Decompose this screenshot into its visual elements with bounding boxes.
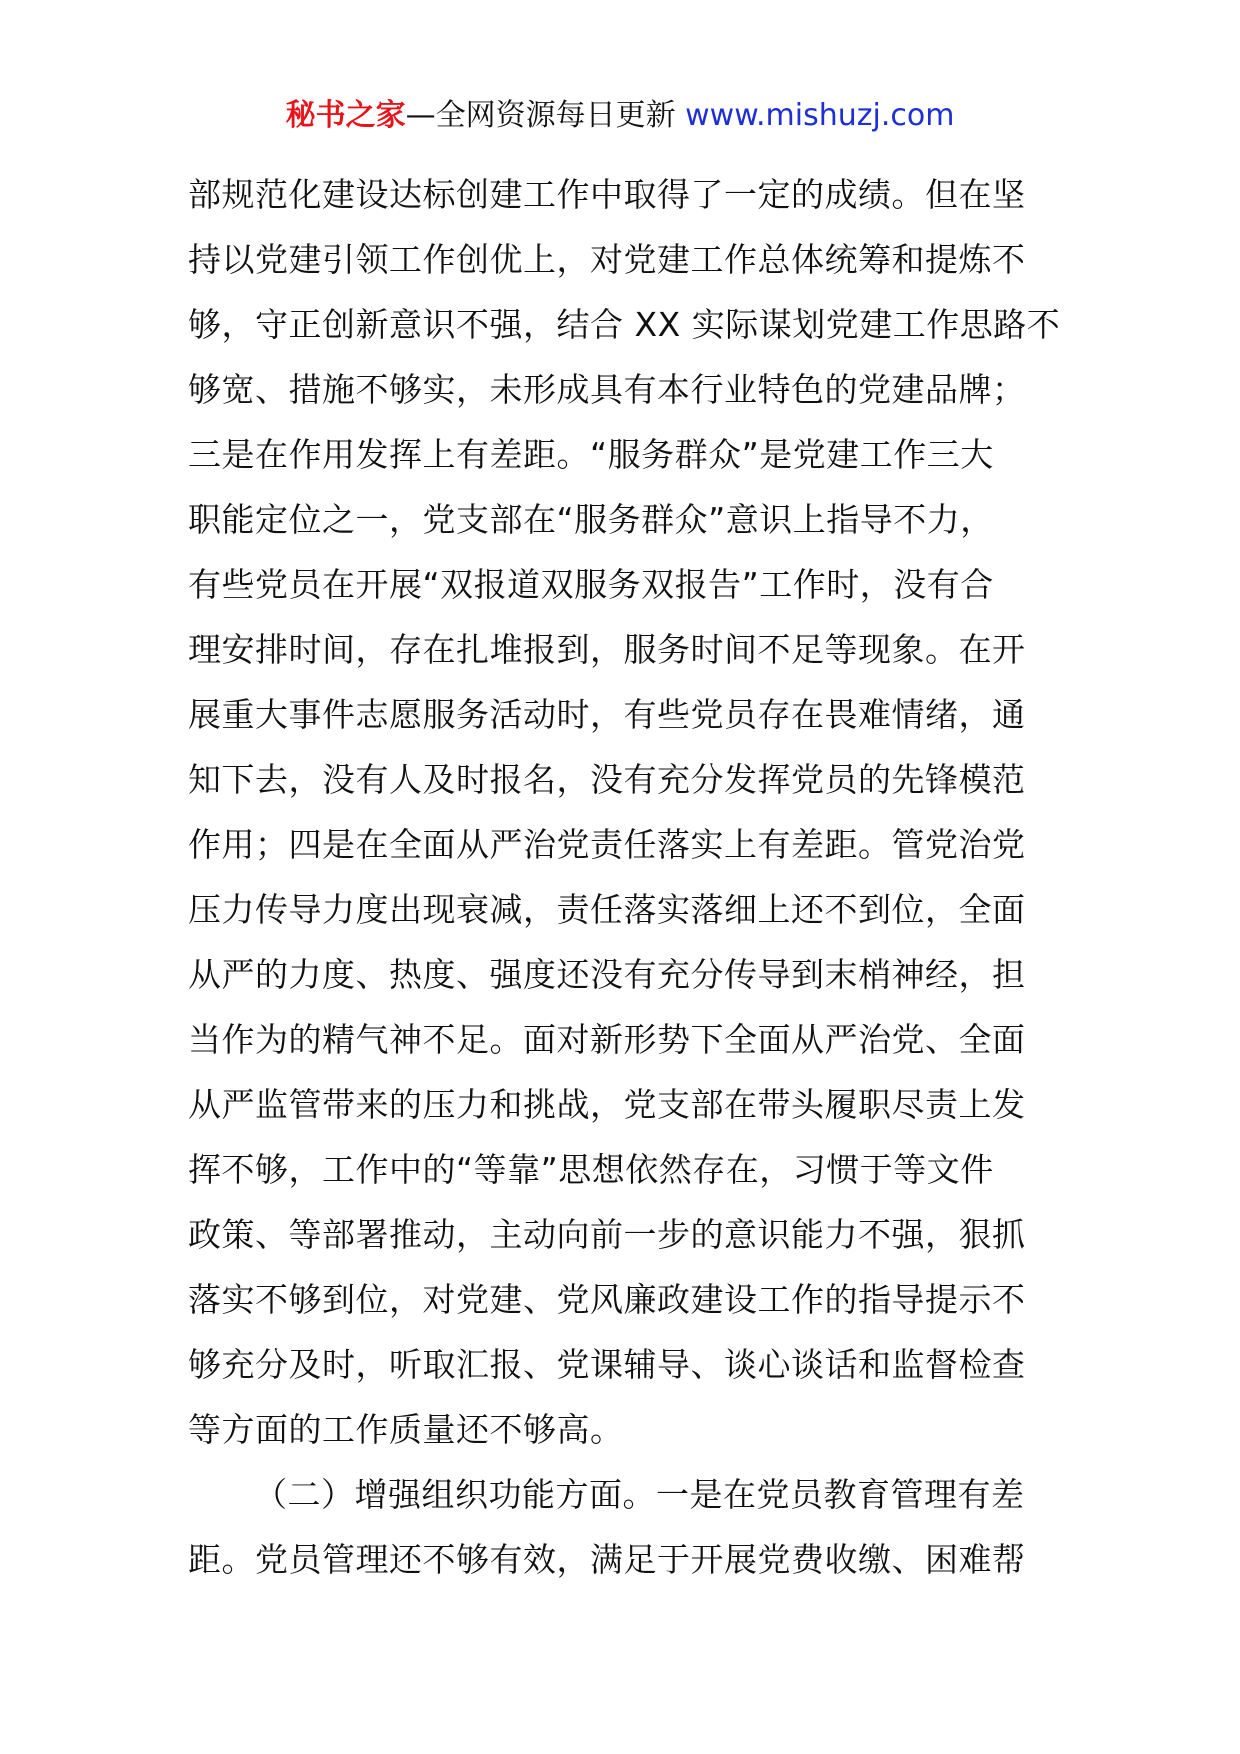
body-line: 政策、等部署推动，主动向前一步的意识能力不强，狠抓 (188, 1215, 1026, 1254)
body-line: 挥不够，工作中的“等靠”思想依然存在，习惯于等文件 (188, 1150, 994, 1189)
body-line: 距。党员管理还不够有效，满足于开展党费收缴、困难帮 (188, 1540, 1026, 1579)
body-line: 作用；四是在全面从严治党责任落实上有差距。管党治党 (188, 825, 1026, 864)
body-line: 理安排时间，存在扎堆报到，服务时间不足等现象。在开 (188, 630, 1026, 669)
body-line: 够充分及时，听取汇报、党课辅导、谈心谈话和监督检查 (188, 1345, 1026, 1384)
body-line: 够，守正创新意识不强，结合 XX 实际谋划党建工作思路不 (188, 305, 1061, 344)
body-line: 等方面的工作质量还不够高。 (188, 1410, 624, 1449)
brand-name: 秘书之家 (285, 98, 406, 133)
body-line: 从严监管带来的压力和挑战，党支部在带头履职尽责上发 (188, 1085, 1026, 1124)
body-line: 当作为的精气神不足。面对新形势下全面从严治党、全面 (188, 1020, 1026, 1059)
body-line: 部规范化建设达标创建工作中取得了一定的成绩。但在坚 (188, 175, 1026, 214)
section-heading-line: （二）增强组织功能方面。一是在党员教育管理有差 (254, 1475, 1025, 1514)
body-line: 够宽、措施不够实，未形成具有本行业特色的党建品牌； (188, 370, 1026, 409)
document-body (188, 162, 1061, 1592)
body-line: 知下去，没有人及时报名，没有充分发挥党员的先锋模范 (188, 760, 1026, 799)
body-line: 落实不够到位，对党建、党风廉政建设工作的指导提示不 (188, 1280, 1026, 1319)
header-url-link[interactable]: www.mishuzj.com (685, 98, 955, 133)
body-line: 三是在作用发挥上有差距。“服务群众”是党建工作三大 (188, 435, 994, 474)
body-line: 从严的力度、热度、强度还没有充分传导到末梢神经，担 (188, 955, 1026, 994)
body-line: 压力传导力度出现衰减，责任落实落细上还不到位，全面 (188, 890, 1026, 929)
body-line: 职能定位之一，党支部在“服务群众”意识上指导不力， (188, 500, 994, 539)
body-line: 展重大事件志愿服务活动时，有些党员存在畏难情绪，通 (188, 695, 1026, 734)
site-header (0, 96, 1240, 136)
header-slogan: —全网资源每日更新 (405, 98, 676, 133)
body-line: 有些党员在开展“双报道双服务双报告”工作时，没有合 (188, 565, 994, 604)
body-line: 持以党建引领工作创优上，对党建工作总体统筹和提炼不 (188, 240, 1026, 279)
